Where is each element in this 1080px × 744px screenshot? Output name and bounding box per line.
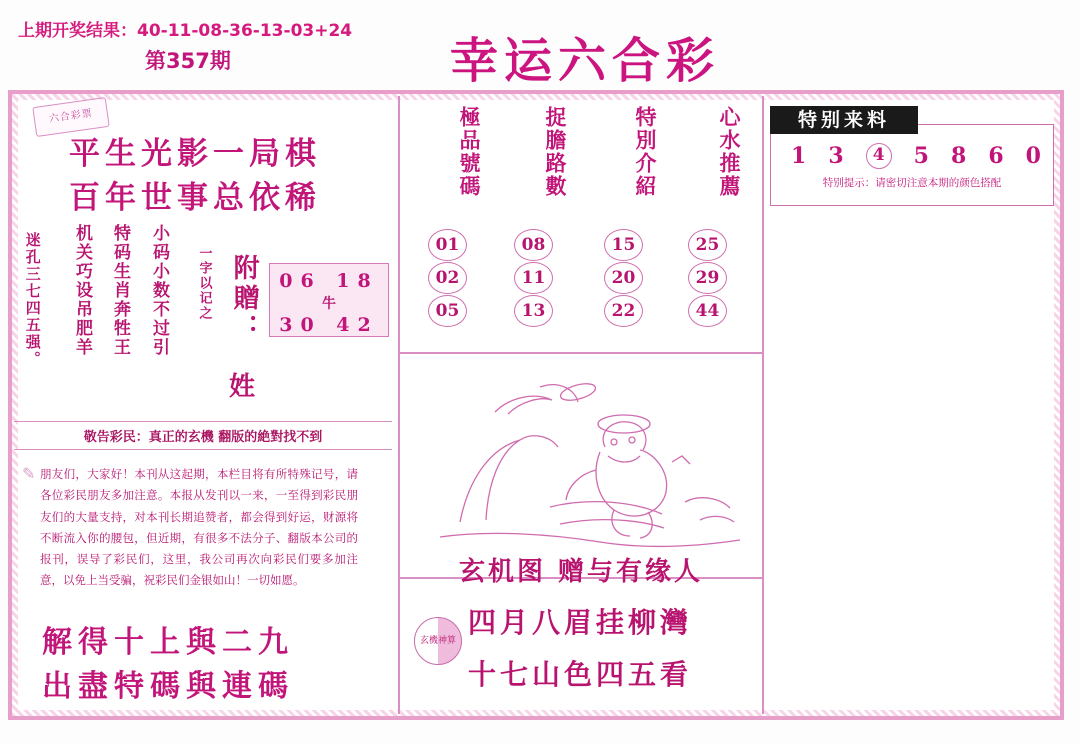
paragraph-marker: ✎ bbox=[22, 464, 36, 483]
special-number: 1 bbox=[791, 143, 807, 169]
special-number: 8 bbox=[951, 143, 967, 169]
column-header-1: 極品號碼 bbox=[457, 106, 482, 198]
special-hint: 特别提示：请密切注意本期的颜色搭配 bbox=[822, 177, 1002, 189]
vertical-text-2: 机关巧设吊肥羊 bbox=[72, 224, 93, 357]
stamp-seal: 六合彩票 bbox=[32, 97, 109, 137]
poem-line-1: 平生光影一局棋 bbox=[69, 136, 321, 172]
number-ball: 11 bbox=[514, 262, 553, 294]
special-number: 6 bbox=[988, 143, 1004, 169]
poem-line-2: 百年世事总依稀 bbox=[69, 180, 321, 217]
xuanji-illustration bbox=[400, 352, 762, 579]
number-ball: 29 bbox=[688, 262, 727, 294]
gift-numbers-box bbox=[269, 263, 389, 337]
vertical-text-1: 迷孔三七四五强。 bbox=[23, 232, 42, 368]
bottom-verse-box bbox=[400, 577, 762, 714]
special-number: 5 bbox=[913, 143, 929, 169]
left-column bbox=[14, 96, 392, 714]
issue-number: 第357期 bbox=[145, 49, 231, 73]
poem-block bbox=[69, 132, 389, 220]
column-header-3: 特別介紹 bbox=[633, 106, 658, 198]
vertical-text-4: 小码小数不过引 bbox=[149, 224, 170, 357]
special-banner: 特别来料 bbox=[770, 106, 918, 134]
page-title: 幸运六合彩 bbox=[450, 33, 721, 89]
number-ball: 22 bbox=[604, 295, 643, 327]
slogan-line-1: 解得十上與二九 bbox=[42, 625, 294, 660]
vertical-text-3: 特码生肖奔牲王 bbox=[110, 224, 131, 357]
last-draw-numbers: 40-11-08-36-13-03+24 bbox=[137, 21, 353, 41]
illustration-caption: 玄机图 赠与有缘人 bbox=[458, 557, 704, 587]
slogan-block bbox=[42, 621, 392, 708]
special-numbers-row bbox=[791, 143, 1041, 169]
notice-text: 敬告彩民：真正的玄機 翻版的絶對找不到 bbox=[83, 430, 323, 445]
number-ball: 02 bbox=[428, 262, 467, 294]
numbers-table bbox=[400, 96, 762, 354]
vertical-text-5: 一字以记之 bbox=[196, 246, 212, 321]
middle-column bbox=[398, 96, 764, 714]
number-ball: 13 bbox=[514, 295, 553, 327]
special-number: 3 bbox=[828, 143, 844, 169]
number-ball: 01 bbox=[428, 229, 467, 261]
column-header-2: 捉膽路數 bbox=[543, 106, 568, 198]
number-ball: 05 bbox=[428, 295, 467, 327]
gift-row-1: 06 18 bbox=[279, 270, 379, 292]
special-number: 0 bbox=[1025, 143, 1041, 169]
announcement-paragraph: 朋友们，大家好！本刊从这起期，本栏目将有所特殊记号，请各位彩民朋友多加注意。本报从发刊以一来，一至得到彩民朋友们的大量支持，对本刊长期追赞者，都会得到好运，财源将不断流入你的腰包，但近期，有很多不法分子、翻版本公司的报刊，误导了彩民们，这里，我公司再次向彩民们要多加注意，以免上当受骗，祝彩民们金银如山！一切如愿。 bbox=[40, 467, 358, 588]
number-ball: 08 bbox=[514, 229, 553, 261]
special-number: 4 bbox=[866, 143, 892, 169]
vertical-text-gift-label: 附贈： bbox=[229, 254, 260, 344]
bottom-verse-2: 十七山色四五看 bbox=[468, 658, 693, 691]
number-ball: 15 bbox=[604, 229, 643, 261]
bottom-verse-1: 四月八眉挂柳灣 bbox=[468, 606, 693, 639]
last-draw-result bbox=[18, 16, 352, 41]
slogan-line-2: 出盡特碼與連碼 bbox=[42, 668, 294, 704]
special-numbers-box bbox=[770, 124, 1054, 206]
right-column bbox=[762, 96, 1062, 714]
column-header-4: 心水推薦 bbox=[717, 106, 742, 198]
notice-banner bbox=[14, 421, 392, 450]
gift-row-2: 30 42 bbox=[279, 314, 379, 336]
illustration-svg bbox=[400, 352, 762, 577]
yin-yang-icon: 玄機神算 bbox=[414, 617, 462, 665]
gift-zodiac: 牛 bbox=[322, 296, 336, 312]
number-ball: 20 bbox=[604, 262, 643, 294]
last-draw-label: 上期开奖结果： bbox=[18, 21, 137, 41]
number-ball: 25 bbox=[688, 229, 727, 261]
gift-character: 姓 bbox=[229, 372, 256, 402]
number-ball: 44 bbox=[688, 295, 727, 327]
